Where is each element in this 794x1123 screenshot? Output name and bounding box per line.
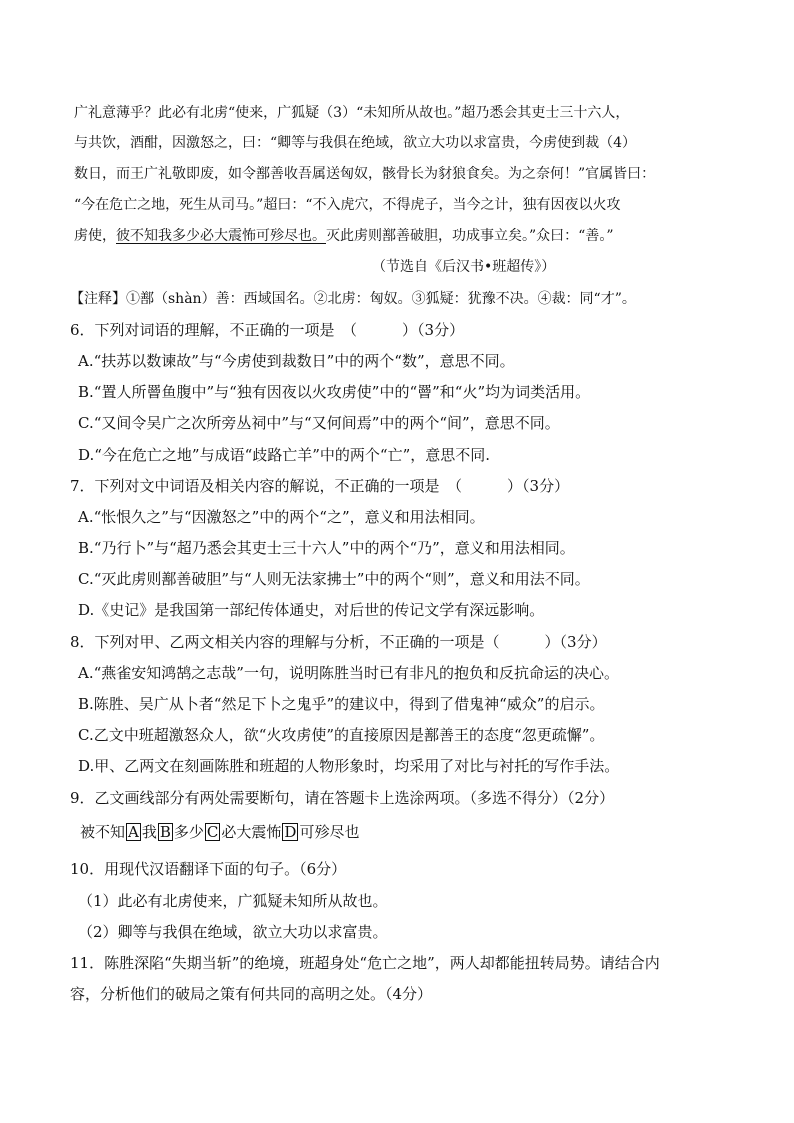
question-8-option-a: A.“燕雀安知鸿鹄之志哉”一句，说明陈胜当时已有非凡的抱负和反抗命运的决心。 xyxy=(78,664,619,682)
question-6-stem: 6．下列对词语的理解，不正确的一项是 （ ）（3分） xyxy=(70,321,465,339)
segment-2: 我 xyxy=(141,823,157,841)
question-6-option-c: C.“又间令吴广之次所旁丛祠中”与“又何间焉”中的两个“间”，意思不同。 xyxy=(78,414,560,432)
passage-line-2: 与共饮，酒酣，因激怒之，曰：“卿等与我俱在绝域，欲立大功以求富贵，今虏使到裁（4） xyxy=(74,135,637,151)
question-7-option-c: C.“灭此虏则鄯善破胆”与“人则无法家拂士”中的两个“则”，意义和用法不同。 xyxy=(78,570,590,588)
question-10-stem: 10．用现代汉语翻译下面的句子。（6分） xyxy=(70,860,347,878)
segment-4: 必大震怖 xyxy=(221,823,282,841)
passage-line-1: 广礼意薄乎？此必有北虏“使来，广狐疑（3）“未知所从故也。”超乃悉会其吏士三十六人， xyxy=(74,105,630,121)
question-8-option-d: D.甲、乙两文在刻画陈胜和班超的人物形象时，均采用了对比与衬托的写作手法。 xyxy=(78,757,620,775)
marker-c[interactable]: C xyxy=(206,823,219,841)
question-7-stem: 7．下列对文中词语及相关内容的解说，不正确的一项是 （ ）（3分） xyxy=(70,477,570,495)
underlined-sentence: 彼不知我多少必大震怖可殄尽也。 xyxy=(116,228,326,244)
passage-line-5 xyxy=(74,226,740,246)
question-6-option-a: A.“扶苏以数谏故”与“今虏使到裁数日”中的两个“数”，意思不同。 xyxy=(78,352,515,370)
question-7-option-d: D.《史记》是我国第一部纪传体通史，对后世的传记文学有深远影响。 xyxy=(78,601,545,619)
question-7-option-a: A.“怅恨久之”与“因激怒之”中的两个“之”，意义和用法相同。 xyxy=(78,508,485,526)
passage-line-4: “今在危亡之地，死生从司马。”超曰：“不入虎穴，不得虎子，当今之计，独有因夜以火攻 xyxy=(74,197,621,213)
marker-d[interactable]: D xyxy=(284,823,297,841)
question-8-stem: 8．下列对甲、乙两文相关内容的理解与分析，不正确的一项是（ ）（3分） xyxy=(70,633,607,651)
question-9-sentence xyxy=(80,822,740,842)
question-6-option-d: D.“今在危亡之地”与成语“歧路亡羊”中的两个“亡”，意思不同. xyxy=(78,446,491,464)
question-10-item-2: （2）卿等与我俱在绝域，欲立大功以求富贵。 xyxy=(78,923,388,941)
passage-source: （节选自《后汉书•班超传》） xyxy=(372,259,556,275)
segment-5: 可殄尽也 xyxy=(299,823,360,841)
passage-line-5-pre: 虏使， xyxy=(74,228,116,244)
question-7-option-b: B.“乃行卜”与“超乃悉会其吏士三十六人”中的两个“乃”，意义和用法相同。 xyxy=(78,539,575,557)
passage-line-3: 数日，而王广礼敬即废，如令鄯善收吾属送匈奴，骸骨长为豺狼食矣。为之奈何！”官属皆曰： xyxy=(74,166,656,182)
passage-notes: 【注释】①鄯（shàn）善：西域国名。②北虏：匈奴。③狐疑：犹豫不决。④裁：同“才”。 xyxy=(70,291,636,307)
segment-1: 被不知 xyxy=(80,823,126,841)
passage-line-5-post: 灭此虏则鄯善破胆，功成事立矣。”众曰：“善。” xyxy=(326,228,614,244)
question-11-line-2: 容，分析他们的破局之策有何共同的高明之处。（4分） xyxy=(70,985,433,1003)
segment-3: 多少 xyxy=(173,823,204,841)
question-10-item-1: （1）此必有北虏使来，广狐疑未知所从故也。 xyxy=(78,892,388,910)
question-6-option-b: B.“置人所罾鱼腹中”与“独有因夜以火攻虏使”中的“罾”和“火”均为词类活用。 xyxy=(78,383,591,401)
question-8-option-c: C.乙文中班超激怒众人，欲“火攻虏使”的直接原因是鄯善王的态度“忽更疏懈”。 xyxy=(78,726,605,744)
question-8-option-b: B.陈胜、吴广从卜者“然足下卜之鬼乎”的建议中，得到了借鬼神“威众”的启示。 xyxy=(78,695,605,713)
question-9-stem: 9．乙文画线部分有两处需要断句，请在答题卡上选涂两项。（多选不得分）（2分） xyxy=(70,789,615,807)
question-11-line-1: 11．陈胜深陷“失期当斩”的绝境，班超身处“危亡之地”，两人却都能扭转局势。请结合内 xyxy=(70,954,660,972)
marker-a[interactable]: A xyxy=(128,823,139,841)
marker-b[interactable]: B xyxy=(159,823,171,841)
